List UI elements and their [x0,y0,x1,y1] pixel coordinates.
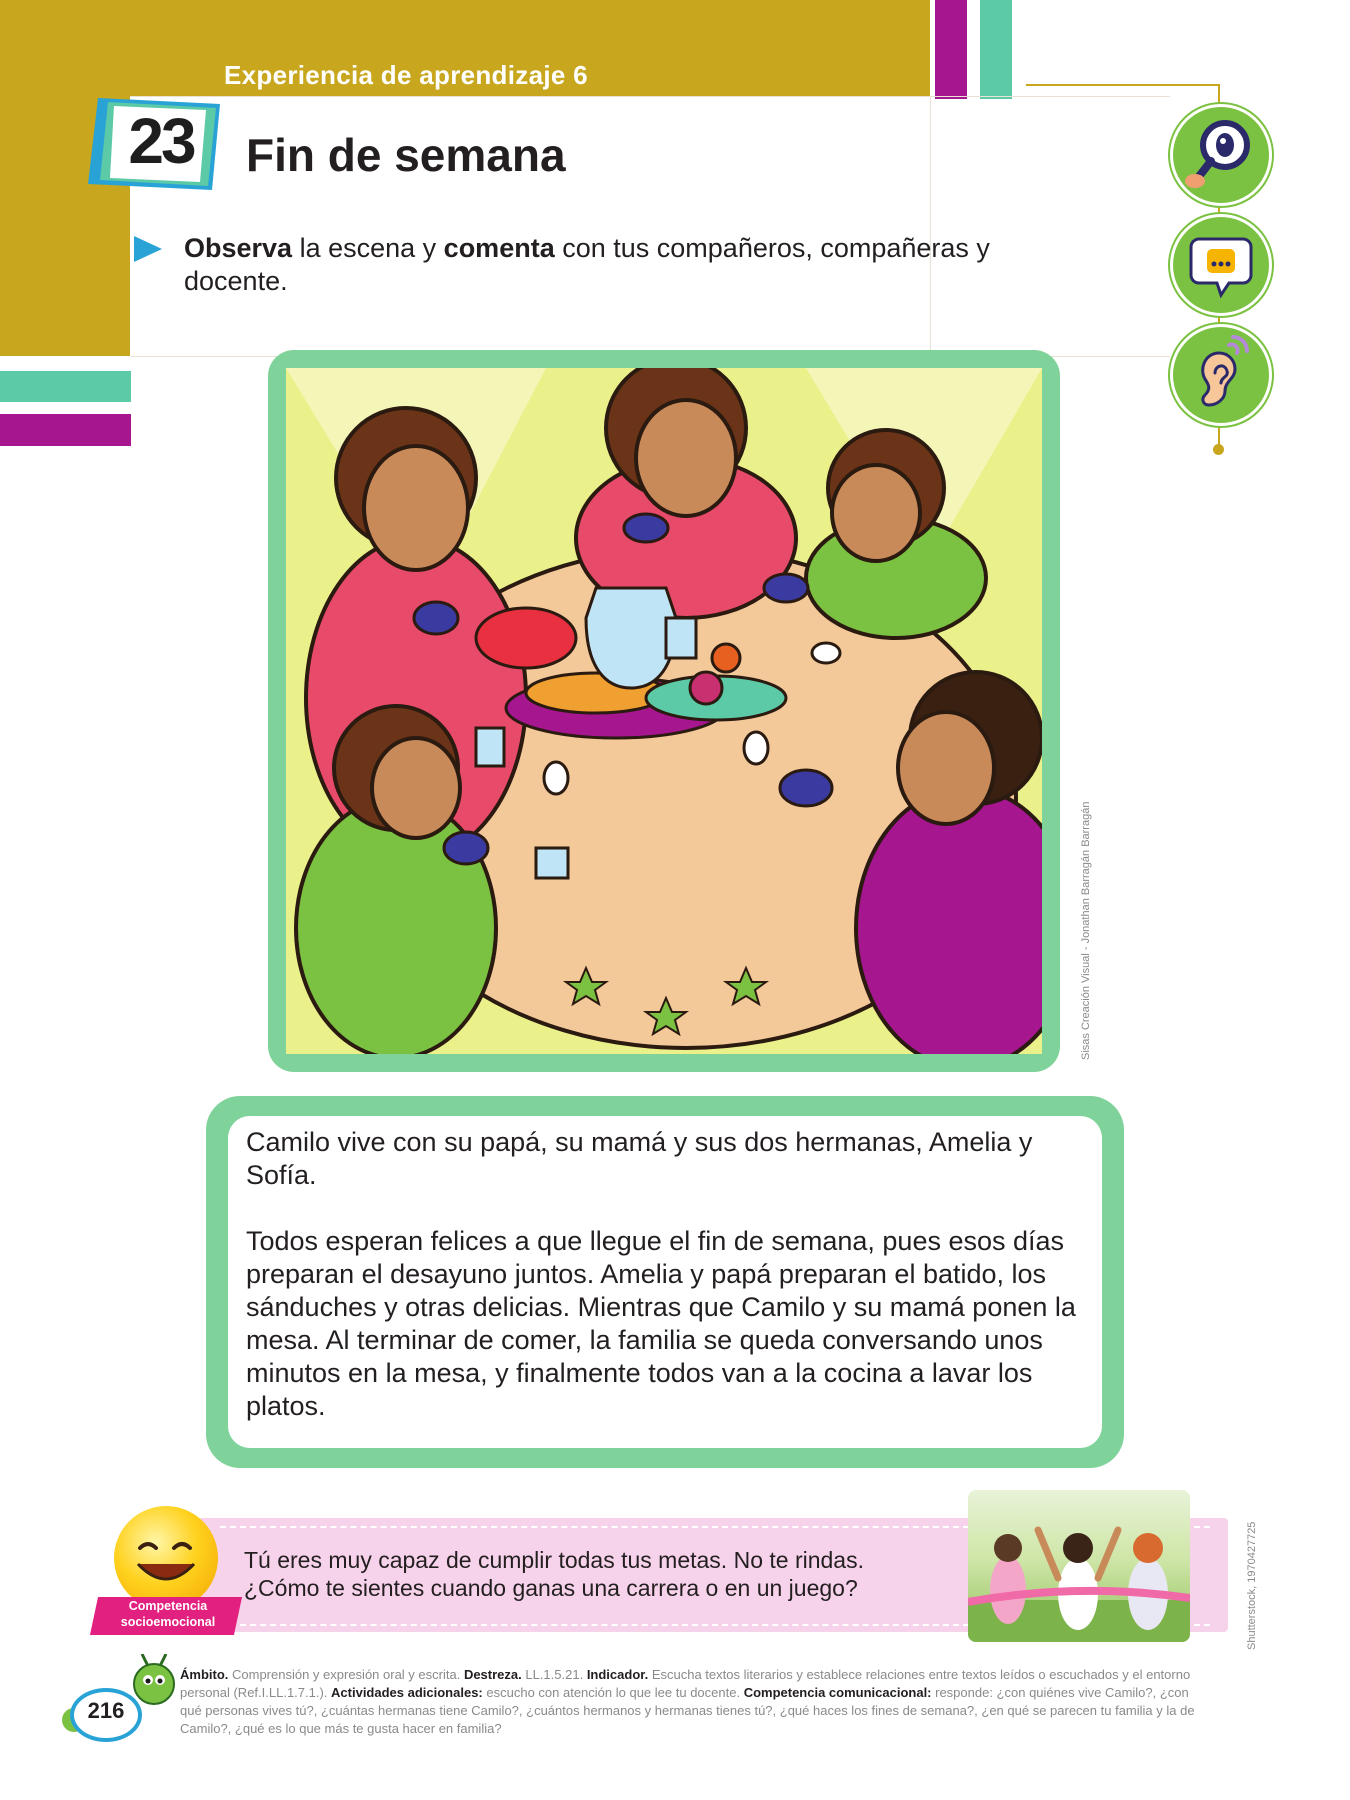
purple-strip-top [935,0,967,99]
instruction-verb-comment: comenta [443,233,555,263]
photo-credit: Shutterstock, 1970427725 [1246,1521,1258,1650]
purple-strip-left [0,414,131,446]
instruction-text [184,232,1084,298]
speech-bubble-icon [1170,214,1272,316]
footnote-text: LL.1.5.21. [521,1667,587,1682]
footnote-text: responde: ¿con quiénes vive Camilo?, ¿con qué personas vives tú?, ¿cuántas hermanas tiene Camilo?, ¿cuántos hermanos y hermanas tienes tú?, ¿qué haces los fines de semana?, ¿en qué se parecen tu familia y la de Camilo?, ¿qué es lo que más te gusta hacer en familia? [180,1685,1195,1736]
competence-label [100,1598,236,1630]
icon-rail-line [1026,84,1220,86]
story-text [246,1126,1096,1456]
competence-label-line: socioemocional [120,1615,216,1629]
instruction-text-part: la escena y [292,233,444,263]
story-paragraph-1: Camilo vive con su papá, su mamá y sus dos hermanas, Amelia y Sofía. [246,1127,1033,1190]
magnifier-icon [1170,104,1272,206]
footnote-label: Indicador. [586,1667,649,1682]
teal-strip-left [0,371,131,402]
guide-line [130,96,1170,97]
family-breakfast-illustration [286,368,1042,1054]
bullet-arrow-icon [134,236,162,262]
footnote-text: Escucha textos literarios y establece relaciones entre textos leídos o escuchados y el entorno personal (Ref.I.LL.1.7.1.). [180,1667,1191,1700]
footnote-label: Competencia comunicacional: [743,1685,932,1700]
socioemotional-text [244,1546,964,1602]
competence-label-line: Competencia [128,1599,208,1613]
footnote-text: escucho con atención lo que lee tu docente. [482,1685,744,1700]
socioemotional-line-2: ¿Cómo te sientes cuando ganas una carrera o en un juego? [244,1575,858,1601]
ear-icon [1170,324,1272,426]
instruction-verb-observe: Observa [184,233,293,263]
lesson-number: 23 [128,105,194,177]
lesson-title: Fin de semana [246,129,566,181]
instruction-text-part: con tus compañeros, compañeras y docente. [184,233,990,296]
icon-rail-dot [1213,444,1224,455]
page-number: 216 [87,1698,125,1723]
footnote-text: Comprensión y expresión oral y escrita. [228,1667,464,1682]
footnote-label: Destreza. [463,1667,522,1682]
children-race-photo [968,1490,1190,1642]
guide-line [930,96,931,356]
footnote-label: Actividades adicionales: [331,1685,483,1700]
teacher-footnote [180,1666,1210,1738]
socioemotional-line-1: Tú eres muy capaz de cumplir todas tus metas. No te rindas. [244,1547,864,1573]
footnote-label: Ámbito. [180,1667,229,1682]
experience-kicker: Experiencia de aprendizaje 6 [224,60,588,90]
teal-strip-top [980,0,1012,99]
story-paragraph-2: Todos esperan felices a que llegue el fin de semana, pues esos días preparan el desayuno juntos. Amelia y papá preparan el batido, los sánduches y otras delicias. Mientras que Camilo y su mamá ponen la mesa. Al terminar de comer, la familia se queda conversando unos minutos en la mesa, y finalmente todos van a la cocina a lavar los platos. [246,1226,1076,1421]
illustration-credit: Sisas Creación Visual - Jonathan Barragán Barragán [1080,801,1092,1060]
smiley-face-icon [114,1506,218,1610]
